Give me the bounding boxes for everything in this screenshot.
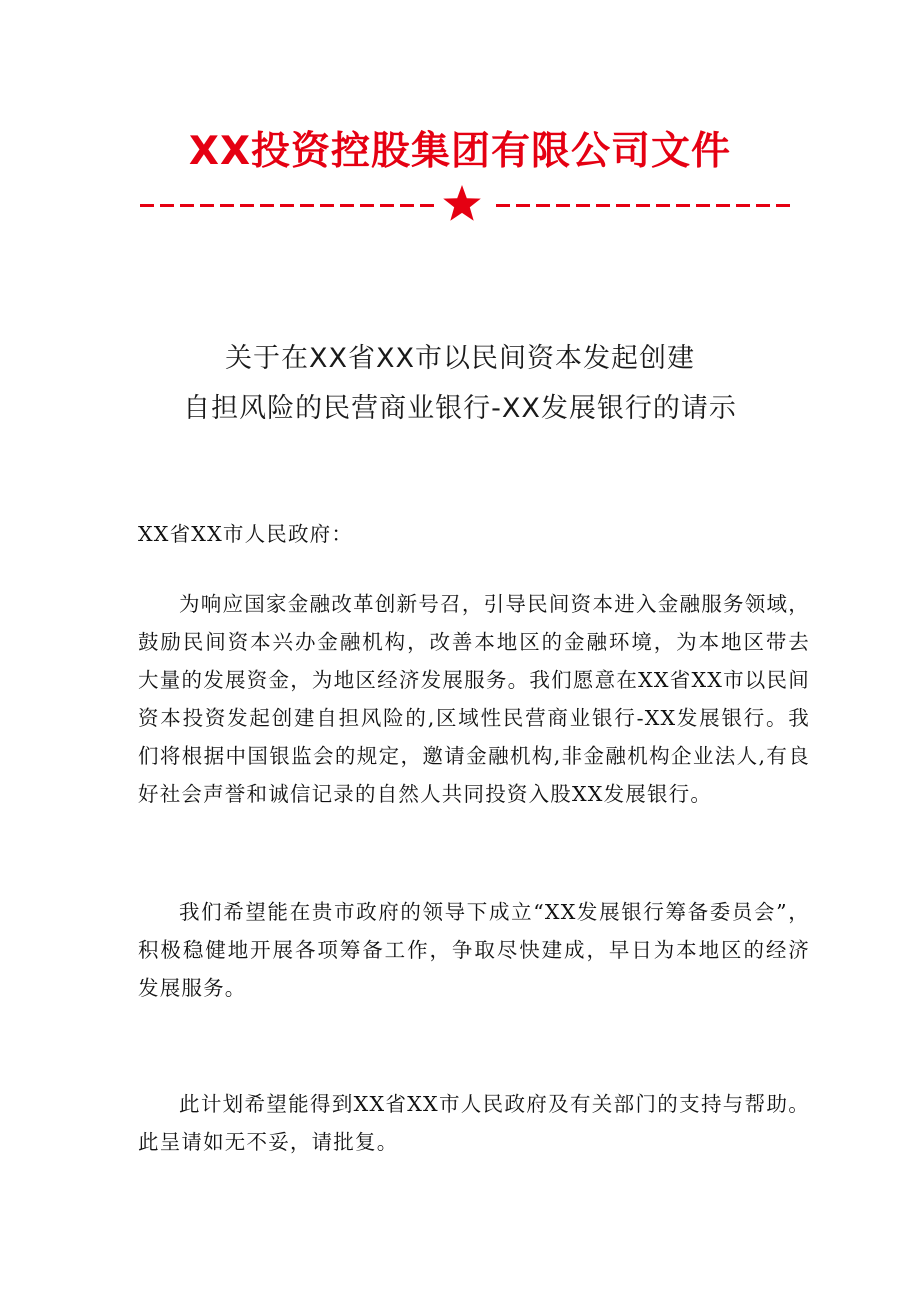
body-paragraph-3: 此计划希望能得到XX省XX市人民政府及有关部门的支持与帮助。此呈请如无不妥，请批复。 <box>138 1092 810 1154</box>
header-separator <box>140 184 790 224</box>
subject-line-1: 关于在XX省XX市以民间资本发起创建 <box>225 343 695 374</box>
body-paragraph-1: 为响应国家金融改革创新号召，引导民间资本进入金融服务领域，鼓励民间资本兴办金融机构，改善本地区的金融环境，为本地区带去大量的发展资金，为地区经济发展服务。我们愿意在XX省XX市以民间资本投资发起创建自担风险的,区域性民营商业银行-XX发展银行。我们将根据中国银监会的规定，邀请金融机构,非金融机构企业法人,有良好社会声誉和诚信记录的自然人共同投资入股XX发展银行。 <box>138 592 810 806</box>
document-header-title: XX投资控股集团有限公司文件 <box>188 129 732 174</box>
body-paragraph-2: 我们希望能在贵市政府的领导下成立“XX发展银行筹备委员会”，积极稳健地开展各项筹备工作，争取尽快建成，早日为本地区的经济发展服务。 <box>138 900 810 1000</box>
red-star-icon <box>442 184 482 222</box>
document-subject <box>0 334 920 434</box>
salutation: XX省XX市人民政府： <box>138 522 354 546</box>
left-dashed-rule <box>140 204 436 207</box>
right-dashed-rule <box>496 204 790 207</box>
subject-line-2: 自担风险的民营商业银行-XX发展银行的请示 <box>183 393 737 424</box>
